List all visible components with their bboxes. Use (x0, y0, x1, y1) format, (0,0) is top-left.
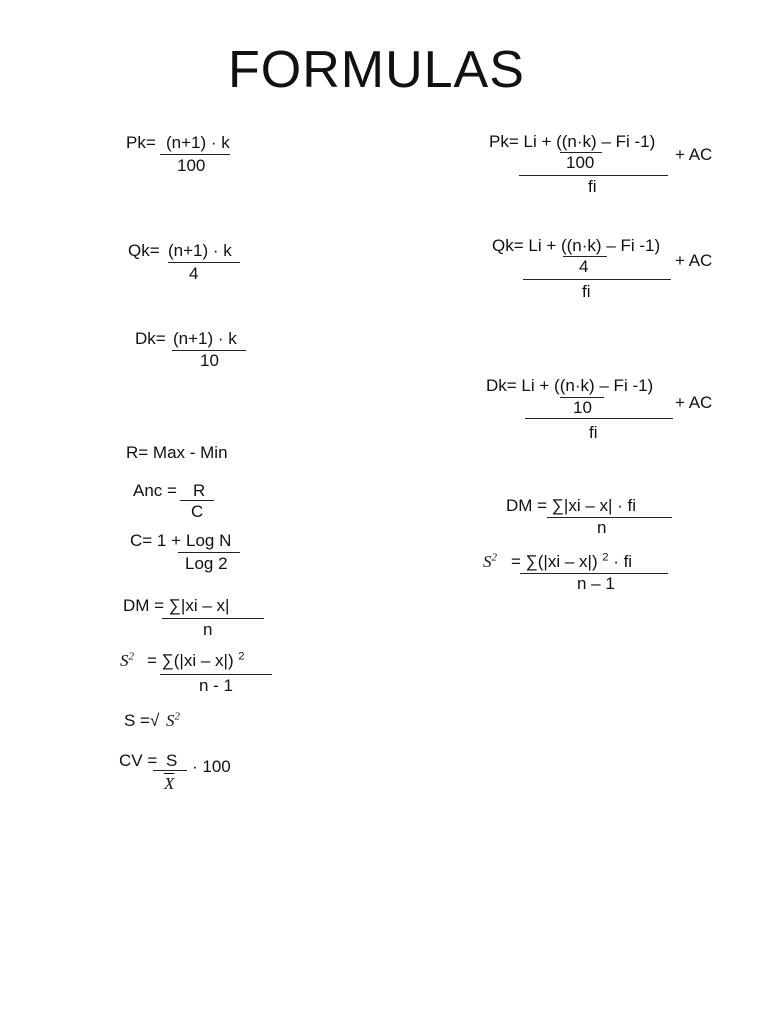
cv-denominator-mean: $\overline{X}$ (164, 774, 175, 793)
dm-grouped-denominator: n (597, 518, 607, 537)
variance-grouped-denominator: n – 1 (577, 574, 615, 593)
variance-numerator (147, 651, 244, 671)
fraction-bar (519, 175, 668, 176)
dk-denominator: 10 (200, 351, 219, 370)
page-title: FORMULAS (228, 41, 525, 99)
variance-grouped-rhs-exponent: 2 (602, 551, 609, 564)
dk-grouped-inner-denominator: 10 (573, 398, 592, 417)
std-dev-radicand (166, 711, 180, 731)
fraction-bar (180, 500, 214, 501)
pk-grouped-inner: (n·k) (561, 132, 597, 151)
pk-grouped-ac: + AC (675, 145, 713, 164)
qk-grouped-rest: – Fi -1) (601, 236, 661, 255)
fraction-bar (168, 262, 240, 263)
variance-grouped-rhs-fi: · fi (608, 552, 633, 571)
cv-numerator: S (166, 751, 178, 770)
s-exponent: 2 (174, 710, 180, 723)
qk-grouped-lhs: Qk= Li + ( (492, 236, 567, 255)
fraction-bar (547, 517, 672, 518)
dm-grouped-numerator: DM = ∑|xi – x| · fi (506, 496, 637, 515)
cv-lhs: CV = (119, 751, 158, 770)
qk-grouped-ac: + AC (675, 251, 713, 270)
variance-grouped-rhs: = ∑(|xi – x|) (511, 552, 598, 571)
qk-grouped-denominator: fi (582, 282, 591, 301)
pk-grouped-numerator (489, 132, 655, 152)
fraction-bar (162, 618, 264, 619)
anc-numerator: R (193, 481, 206, 500)
pk-numerator: (n+1) · k (166, 133, 230, 152)
std-dev-lhs: S =√ (124, 711, 160, 730)
fraction-bar (523, 279, 671, 280)
cv-rhs: · 100 (192, 757, 231, 776)
dk-grouped-rest: – Fi -1) (594, 376, 654, 395)
fraction-bar (160, 674, 272, 675)
variance-rhs: = ∑(|xi – x|) (147, 651, 234, 670)
c-numerator: Log N (186, 531, 232, 550)
dk-grouped-inner: (n·k) (559, 376, 595, 395)
dk-grouped-lhs: Dk= Li + ( (486, 376, 560, 395)
pk-lhs: Pk= (126, 133, 156, 152)
qk-grouped-inner-denominator: 4 (579, 257, 589, 276)
pk-grouped-rest: – Fi -1) (596, 132, 656, 151)
qk-grouped-numerator (492, 236, 660, 256)
variance-rhs-exponent: 2 (238, 650, 245, 663)
pk-grouped-denominator: fi (588, 177, 597, 196)
dk-lhs: Dk= (135, 329, 166, 348)
qk-numerator: (n+1) · k (168, 241, 232, 260)
dk-grouped-ac: + AC (675, 393, 713, 412)
pk-grouped-inner-denominator: 100 (566, 153, 595, 172)
fraction-bar (153, 770, 187, 771)
qk-lhs: Qk= (128, 241, 160, 260)
pk-denominator: 100 (177, 156, 206, 175)
qk-denominator: 4 (189, 264, 199, 283)
s-letter: S (483, 552, 492, 571)
variance-symbol (120, 651, 134, 671)
fraction-bar (160, 154, 230, 155)
s-exponent: 2 (491, 551, 497, 564)
c-lhs: C= 1 + (130, 531, 182, 550)
pk-grouped-lhs: Pk= Li + ( (489, 132, 562, 151)
dk-grouped-denominator: fi (589, 423, 598, 442)
c-denominator: Log 2 (185, 554, 228, 573)
s-letter: S (166, 711, 175, 730)
variance-grouped-numerator (511, 552, 632, 572)
s-letter: S (120, 651, 129, 670)
fraction-bar (525, 418, 673, 419)
s-exponent: 2 (128, 650, 134, 663)
qk-grouped-inner: (n·k) (566, 236, 602, 255)
anc-denominator: C (191, 502, 204, 521)
fraction-bar (178, 552, 240, 553)
anc-lhs: Anc = (133, 481, 177, 500)
dk-numerator: (n+1) · k (173, 329, 237, 348)
variance-grouped-symbol (483, 552, 497, 572)
dk-grouped-numerator (486, 376, 653, 396)
variance-denominator: n - 1 (199, 676, 234, 695)
range-formula: R= Max - Min (126, 443, 228, 462)
dm-numerator: DM = ∑|xi – x| (123, 596, 230, 615)
dm-denominator: n (203, 620, 213, 639)
